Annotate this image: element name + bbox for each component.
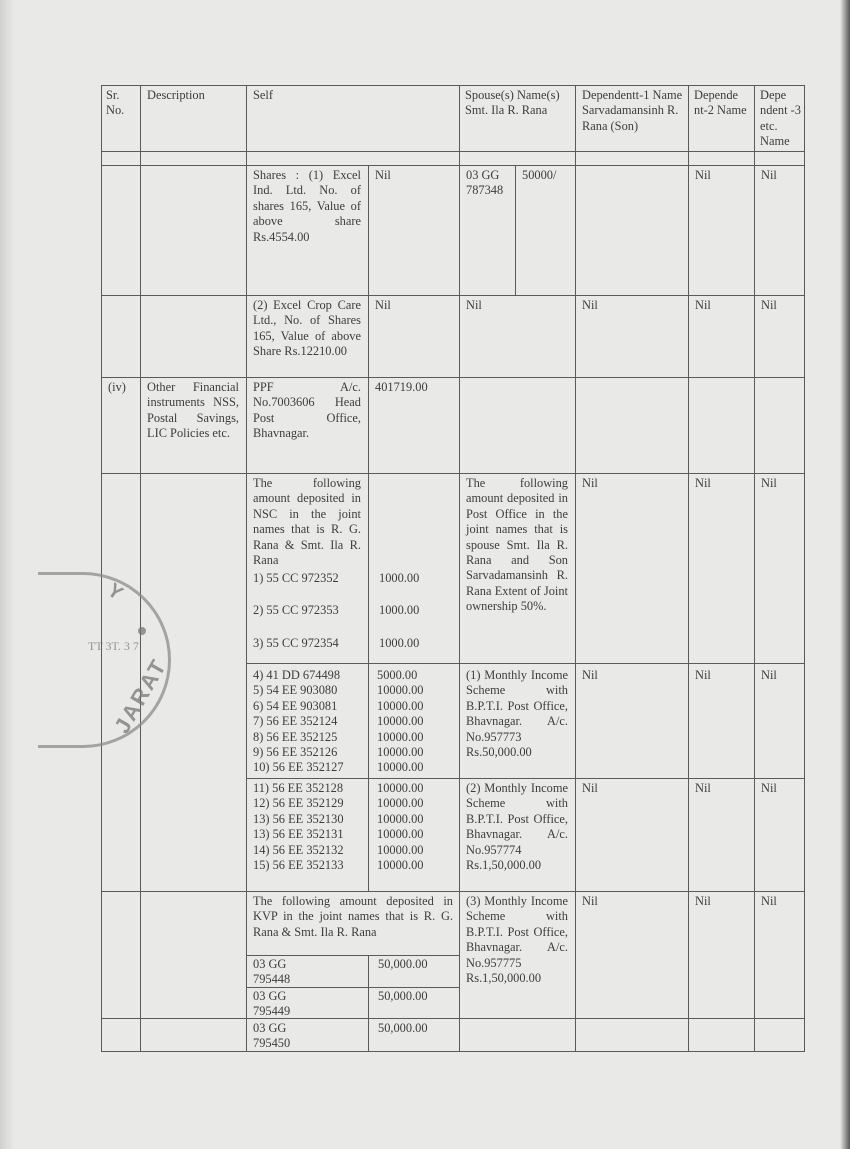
kvp-dependent-3: Nil [761, 894, 777, 908]
nsc-dependent-2: Nil [695, 476, 711, 490]
list-item-value: 10000.00 [377, 781, 424, 795]
spouse-share-amount: 50000/ [522, 168, 557, 182]
nsc-item-2: 2) 55 CC 972353 [253, 603, 339, 617]
nsc3-dependent-1: Nil [582, 781, 598, 795]
page-edge-right [840, 0, 850, 1149]
kvp-intro: The following amount deposited in KVP in the joint names that is R. G. Rana & Smt. Ila R. Rana [253, 894, 453, 939]
list-item-value: 10000.00 [377, 811, 424, 826]
kvp-item-3: 03 GG 795450 [253, 1021, 291, 1051]
list-item: 9) 56 EE 352126 [253, 745, 338, 760]
list-item: 7) 56 EE 352124 [253, 714, 338, 729]
list-item-value: 10000.00 [377, 729, 424, 744]
nsc3-dependent-3: Nil [761, 781, 777, 795]
list-item: 10) 56 EE 352127 [253, 760, 344, 775]
mis-2-spouse: (2) Monthly Income Scheme with B.P.T.I. Post Office, Bhavnagar. A/c. No.957774 Rs.1,50,000.00 [466, 781, 568, 873]
nsc2-labels [253, 668, 365, 776]
list-item: 12) 56 EE 352129 [253, 796, 344, 811]
list-item: 11) 56 EE 352128 [253, 781, 344, 795]
mis-3-spouse: (3) Monthly Income Scheme with B.P.T.I. Post Office, Bhavnagar. A/c. No.957775 Rs.1,50,000.00 [466, 894, 568, 986]
list-item: 4) 41 DD 674498 [253, 668, 341, 682]
row-iv-description: Other Financial instruments NSS, Postal Savings, LIC Policies etc. [147, 380, 239, 441]
shares-excel-ind-value: Nil [375, 168, 391, 182]
shares2-dependent-1: Nil [582, 298, 598, 312]
header-sr-no: Sr. No. [106, 88, 125, 118]
kvp-item-2-value: 50,000.00 [378, 989, 428, 1003]
list-item: 13) 56 EE 352131 [253, 827, 344, 842]
ppf-account: PPF A/c. No.7003606 Head Post Office, Bhavnagar. [253, 380, 361, 441]
kvp-item-1: 03 GG 795448 [253, 957, 291, 987]
header-spouse: Spouse(s) Name(s) Smt. Ila R. Rana [465, 88, 560, 118]
header-dependent-3: Depe ndent -3 etc. Name [760, 88, 801, 149]
list-item-value: 10000.00 [377, 714, 424, 729]
list-item: 6) 54 EE 903081 [253, 698, 338, 713]
nsc-item-3: 3) 55 CC 972354 [253, 636, 339, 650]
kvp-dependent-2: Nil [695, 894, 711, 908]
shares-excel-crop-care-value: Nil [375, 298, 391, 312]
list-item-value: 10000.00 [377, 858, 424, 873]
shares-excel-ind: Shares : (1) Excel Ind. Ltd. No. of shares 165, Value of above share Rs.4554.00 [253, 168, 361, 244]
list-item-value: 5000.00 [377, 668, 418, 682]
shares1-dependent-3: Nil [761, 168, 777, 182]
list-item: 15) 56 EE 352133 [253, 858, 344, 873]
nsc3-labels [253, 781, 365, 873]
stamp-bottom-text: JARAT [109, 654, 172, 738]
shares1-dependent-2: Nil [695, 168, 711, 182]
list-item: 5) 54 EE 903080 [253, 683, 338, 698]
shares-excel-crop-care: (2) Excel Crop Care Ltd., No. of Shares 165, Value of above Share Rs.12210.00 [253, 298, 361, 359]
list-item-value: 10000.00 [377, 683, 424, 698]
list-item-value: 10000.00 [377, 796, 424, 811]
nsc-item-3-value: 1000.00 [379, 636, 420, 650]
list-item: 13) 56 EE 352130 [253, 811, 344, 826]
shares2-spouse: Nil [466, 298, 482, 312]
list-item: 14) 56 EE 352132 [253, 842, 344, 857]
stamp-dot [138, 627, 146, 635]
kvp-item-1-value: 50,000.00 [378, 957, 428, 971]
kvp-dependent-1: Nil [582, 894, 598, 908]
nsc-intro: The following amount deposited in NSC in the joint names that is R. G. Rana & Smt. Ila R. Rana [253, 476, 361, 568]
official-stamp [38, 572, 171, 748]
header-dependent-2: Depende nt-2 Name [694, 88, 747, 118]
nsc2-dependent-3: Nil [761, 668, 777, 682]
nsc-dependent-1: Nil [582, 476, 598, 490]
nsc-item-1: 1) 55 CC 972352 [253, 571, 339, 585]
shares2-dependent-3: Nil [761, 298, 777, 312]
list-item-value: 10000.00 [377, 745, 424, 760]
list-item-value: 10000.00 [377, 760, 424, 775]
header-dependent-1: Dependentt-1 Name Sarvadamansinh R. Rana (Son) [582, 88, 683, 133]
mis-1-spouse: (1) Monthly Income Scheme with B.P.T.I. Post Office, Bhavnagar. A/c. No.957773 Rs.50,000.00 [466, 668, 568, 760]
nsc-dependent-3: Nil [761, 476, 777, 490]
ppf-value: 401719.00 [375, 380, 428, 394]
stamp-top-text: Y [103, 579, 127, 605]
spouse-share-certificate: 03 GG 787348 [466, 168, 504, 198]
nsc3-dependent-2: Nil [695, 781, 711, 795]
list-item-value: 10000.00 [377, 827, 424, 842]
nsc3-values [377, 781, 457, 873]
nsc2-values [377, 668, 457, 776]
kvp-item-2: 03 GG 795449 [253, 989, 291, 1019]
nsc-item-1-value: 1000.00 [379, 571, 420, 585]
page-edge-left [0, 0, 14, 1149]
list-item-value: 10000.00 [377, 698, 424, 713]
nsc2-dependent-2: Nil [695, 668, 711, 682]
row-iv-sr: (iv) [108, 380, 126, 394]
header-self: Self [253, 88, 273, 102]
nsc2-dependent-1: Nil [582, 668, 598, 682]
nsc-item-2-value: 1000.00 [379, 603, 420, 617]
kvp-item-3-value: 50,000.00 [378, 1021, 428, 1035]
shares2-dependent-2: Nil [695, 298, 711, 312]
header-description: Description [147, 88, 205, 102]
list-item-value: 10000.00 [377, 842, 424, 857]
stamp-inner-text: TT 3T. 3 7 [88, 639, 139, 653]
nsc-spouse-note: The following amount deposited in Post Office in the joint names that is spouse Smt. Ila R. Rana and Son Sarvadamansinh R. Rana Extent of Joint ownership 50%. [466, 476, 568, 614]
list-item: 8) 56 EE 352125 [253, 729, 338, 744]
